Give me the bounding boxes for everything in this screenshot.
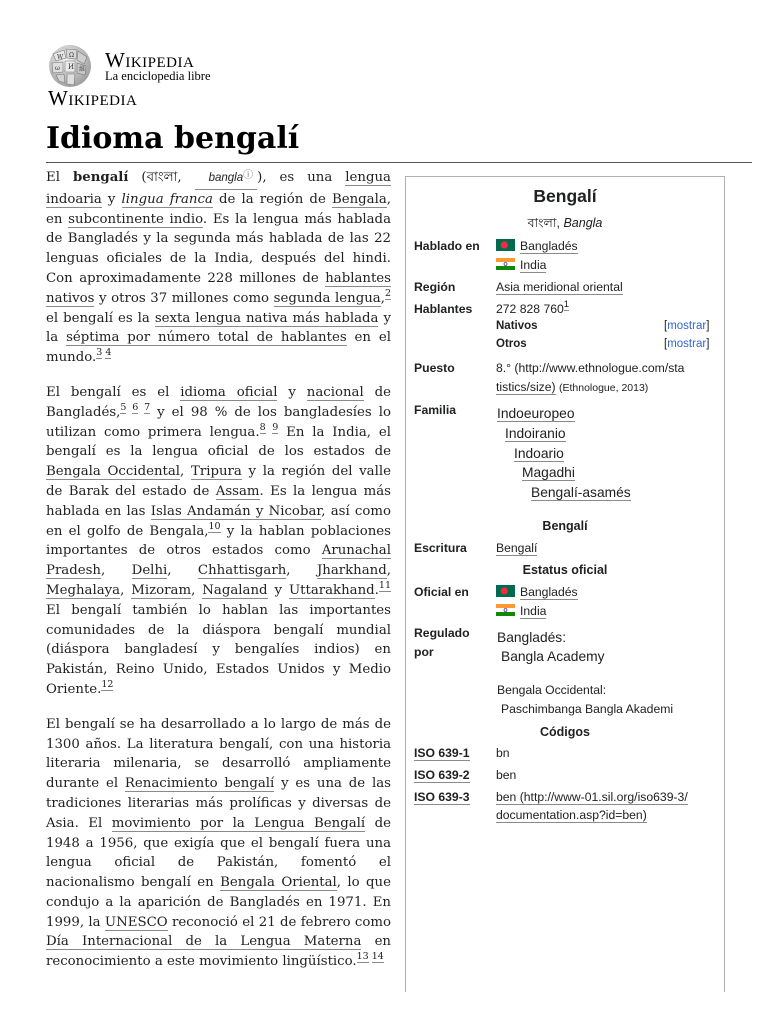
article-body — [46, 166, 391, 987]
bangladesh-flag-icon — [496, 585, 515, 597]
link-nacional[interactable]: nacional — [306, 384, 364, 400]
footnote-9[interactable]: 9 — [272, 421, 279, 433]
paragraph-official — [46, 383, 391, 700]
link-bengala-oriental[interactable]: Bengala Oriental — [220, 875, 337, 891]
native-latin: Bangla — [563, 216, 603, 230]
familia-indoario[interactable]: Indoario — [514, 446, 564, 461]
regulado-bengala-body[interactable]: Paschimbanga Bangla Akademi — [501, 702, 674, 716]
footnote-13[interactable]: 13 — [356, 951, 369, 963]
label-regulado: Regulado — [414, 626, 470, 640]
link-uttarakhand[interactable]: Uttarakhand — [288, 582, 375, 598]
text: y — [101, 191, 122, 207]
pronunciation-text: bangla — [208, 172, 244, 184]
text: , — [191, 582, 203, 598]
text: . Es la lengua más hablada de Bangladés y la segunda más hablada de las 22 lenguas oficiales de la India, después del hindi. Con aproximadamente 228 millones de — [46, 211, 391, 286]
puesto-line-1[interactable]: 8.° (http://www.ethnologue.com/sta — [496, 361, 685, 375]
text: y — [277, 384, 307, 400]
text: , — [101, 563, 132, 579]
text: . — [374, 582, 379, 598]
text: y la — [46, 310, 391, 346]
bangladesh-flag-icon — [496, 239, 515, 251]
footnote-12[interactable]: 12 — [101, 678, 114, 690]
text: El — [46, 170, 73, 185]
wikipedia-logo[interactable] — [44, 42, 344, 108]
link-mizoram[interactable]: Mizoram — [131, 582, 192, 598]
label-hablado-en: Hablado en — [414, 239, 480, 253]
link-bangladesh[interactable]: Bangladés — [520, 585, 578, 599]
hablantes-value — [496, 299, 570, 316]
link-idioma-oficial[interactable]: idioma oficial — [180, 384, 278, 400]
link-assam[interactable]: Assam — [215, 483, 260, 499]
text: y es una de las tradiciones literarias más prolíficas y diversas de Asia. El — [46, 776, 391, 831]
link-segunda-lengua[interactable]: segunda lengua — [273, 290, 381, 306]
footnote-14[interactable]: 14 — [371, 951, 384, 963]
label-iso-639-1[interactable] — [414, 746, 470, 760]
oficial-india[interactable] — [496, 604, 546, 618]
text: y — [267, 582, 289, 598]
footnote-7[interactable]: 7 — [144, 401, 151, 413]
familia-indoiranio[interactable]: Indoiranio — [505, 426, 566, 441]
link-india[interactable]: India — [520, 604, 547, 618]
text: El bengalí se ha desarrollado a lo largo de más de 1300 años. La literatura bengalí, con una historia literaria milenaria, se desarrolló ampliamente durante el — [46, 716, 391, 792]
text: reconoció el 21 de febrero como — [167, 914, 391, 930]
link-chhattisgarh[interactable]: Chhattisgarh — [197, 563, 287, 579]
infobox-native-name — [406, 215, 724, 235]
text: , — [120, 582, 132, 598]
text: , — [380, 290, 385, 306]
infobox-title: Bengalí — [533, 186, 597, 206]
link-sexta-lengua[interactable]: sexta lengua nativa más hablada — [154, 310, 379, 326]
link-tripura[interactable]: Tripura — [190, 464, 242, 480]
term-bengali: bengalí — [72, 170, 129, 185]
native-name: বাংলা — [146, 170, 178, 185]
link-septima-lengua[interactable]: séptima por número total de hablantes — [66, 330, 347, 346]
text: , así como en el golfo de Bengala, — [46, 503, 391, 539]
link-iso-639-2[interactable]: ISO 639-2 — [414, 768, 470, 782]
label-familia: Familia — [414, 403, 456, 417]
iso-639-2-value: ben — [496, 768, 517, 782]
wikipedia-wordmark: Wikipedia — [105, 48, 195, 72]
label-iso-639-2[interactable] — [414, 768, 470, 782]
india-flag-icon — [496, 604, 515, 616]
link-renacimiento-bengali[interactable]: Renacimiento bengalí — [124, 776, 275, 792]
label-region: Región — [414, 280, 456, 294]
text: , — [167, 563, 198, 579]
wikipedia-globe-icon — [44, 44, 96, 88]
svg-text:И: И — [68, 63, 75, 71]
link-bengala[interactable]: Bengala — [331, 191, 387, 207]
language-infobox — [405, 176, 725, 992]
link-bengala-occidental[interactable]: Bengala Occidental — [46, 464, 181, 480]
svg-text:ω: ω — [55, 65, 60, 72]
text: y la hablan poblaciones importantes de otros estados como — [46, 523, 391, 559]
text: . Es la lengua más hablada en las — [46, 483, 391, 519]
section-codigos-header: Códigos — [540, 725, 590, 739]
link-nagaland[interactable]: Nagaland — [202, 582, 268, 598]
native-script: বাংলা — [527, 216, 557, 230]
link-dia-lengua-materna[interactable]: Día Internacional de la Lengua Materna — [46, 934, 362, 950]
section-bengali-header: Bengalí — [542, 519, 588, 533]
familia-bengali-asames[interactable]: Bengalí-asamés — [531, 485, 631, 500]
regulado-bangladesh-country: Bangladés: — [497, 630, 567, 645]
bracket-close: ] — [706, 338, 710, 350]
label-hablantes: Hablantes — [414, 302, 473, 316]
regulado-bengala-region: Bengala Occidental: — [497, 683, 607, 697]
text: en el mundo. — [46, 330, 391, 366]
label-nativos: Nativos — [496, 320, 538, 332]
puesto-link[interactable]: tistics/size) — [496, 380, 556, 394]
hablado-bangladesh[interactable] — [496, 239, 578, 253]
paragraph-history — [46, 715, 391, 972]
iso-639-3-line-1[interactable]: ben (http://www-01.sil.org/iso639-3/ — [496, 790, 688, 804]
label-regulado-por: por — [414, 645, 434, 659]
paragraph-intro — [46, 166, 391, 368]
svg-text:維: 維 — [79, 66, 86, 73]
footnote-2[interactable]: 2 — [384, 287, 391, 299]
puesto-line-2 — [496, 380, 648, 394]
iso-639-3-line-2[interactable]: documentation.asp?id=ben) — [496, 808, 647, 822]
link-arunachal-pradesh[interactable]: Arunachal Pradesh — [46, 543, 391, 579]
link-movimiento-lengua-bengali[interactable]: movimiento por la Lengua Bengalí — [111, 815, 366, 831]
page-title: Idioma bengalí — [46, 121, 300, 156]
label-oficial-en: Oficial en — [414, 585, 469, 599]
section-estatus-header: Estatus oficial — [522, 563, 608, 577]
puesto-source: (Ethnologue, 2013) — [558, 382, 649, 394]
text: y otros 37 millones como — [94, 290, 274, 306]
india-flag-icon — [496, 258, 515, 270]
text: , — [177, 170, 195, 185]
footnote-3[interactable]: 3 — [96, 347, 103, 359]
info-icon[interactable]: ⓘ — [243, 170, 254, 181]
link-region[interactable]: Asia meridional oriental — [496, 280, 623, 294]
show-otros-link[interactable]: mostrar — [667, 338, 707, 350]
link-unesco[interactable]: UNESCO — [104, 914, 168, 930]
label-escritura: Escritura — [414, 541, 467, 555]
svg-text:W: W — [57, 54, 64, 61]
bracket-open: [ — [664, 338, 668, 350]
link-lengua-indoaria[interactable]: lengua indoaria — [46, 170, 391, 207]
text: de Bangladés, — [46, 384, 392, 420]
link-india[interactable]: India — [520, 258, 547, 272]
pronunciation-audio[interactable] — [195, 166, 258, 190]
link-hablantes-nativos[interactable]: hablantes nativos — [46, 270, 391, 306]
text: y el 98 % de los bangladesíes lo utilizan como primera lengua. — [46, 404, 391, 440]
text: de la región de — [212, 191, 332, 207]
text: , lo que condujo a la aparición de Bangladés en 1971. En 1999, la — [46, 875, 391, 930]
link-meghalaya[interactable]: Meghalaya — [46, 582, 121, 598]
text: , — [180, 464, 191, 480]
text: y la región del valle de Barak del estado de — [46, 464, 391, 499]
show-nativos-link[interactable]: mostrar — [667, 320, 707, 332]
show-nativos-toggle[interactable] — [664, 320, 709, 332]
footnote-10[interactable]: 10 — [208, 520, 221, 532]
text: , — [386, 563, 391, 579]
bracket-close: ] — [706, 320, 710, 332]
text: el bengalí es la — [46, 310, 155, 326]
label-puesto: Puesto — [414, 361, 455, 375]
label-iso-639-3[interactable] — [414, 790, 470, 804]
title-divider — [46, 162, 752, 163]
link-lingua-franca[interactable]: lingua franca — [121, 191, 213, 207]
text: El bengalí es el — [46, 384, 181, 400]
label-otros: Otros — [496, 338, 527, 350]
link-iso-639-1[interactable]: ISO 639-1 — [414, 746, 470, 760]
footnote-hablantes[interactable]: 1 — [563, 299, 570, 310]
footnote-8[interactable]: 8 — [259, 421, 266, 433]
wikipedia-wordmark-secondary: Wikipedia — [48, 86, 138, 110]
footnote-6[interactable]: 6 — [132, 401, 139, 413]
oficial-bangladesh[interactable] — [496, 585, 578, 599]
show-otros-toggle[interactable] — [664, 338, 709, 350]
link-delhi[interactable]: Delhi — [131, 563, 168, 579]
link-escritura[interactable]: Bengalí — [496, 541, 538, 555]
text: , — [286, 563, 317, 579]
text: En la India, el bengalí es la lengua oficial de los estados de — [46, 424, 391, 460]
text: El bengalí también lo hablan las importantes comunidades de la diáspora bengalí mundial (diáspora bangladesí y bengalíes indios) en Pakistán, Reino Unido, Estados Unidos y Medio Oriente. — [46, 602, 391, 697]
svg-text:Ω: Ω — [69, 52, 74, 59]
text: ( — [128, 170, 147, 185]
link-iso-639-3[interactable]: ISO 639-3 — [414, 790, 470, 804]
footnote-4[interactable]: 4 — [105, 347, 112, 359]
familia-indoeuropeo[interactable]: Indoeuropeo — [497, 406, 575, 421]
iso-639-1-value: bn — [496, 746, 510, 760]
link-subcontinente-indio[interactable]: subcontinente indio — [68, 211, 203, 227]
hablado-india[interactable] — [496, 258, 546, 272]
bracket-open: [ — [664, 320, 668, 332]
wikipedia-tagline: La enciclopedia libre — [105, 69, 211, 83]
native-separator: , — [556, 216, 564, 230]
text: ), es una — [257, 170, 346, 185]
regulado-bangladesh-body[interactable]: Bangla Academy — [501, 649, 605, 664]
text: , en — [46, 191, 391, 227]
text: de 1948 a 1956, que exigía que el bengalí fuera una lengua oficial de Pakistán, fomentó el nacionalismo bengalí en — [46, 815, 391, 891]
link-bangladesh[interactable]: Bangladés — [520, 239, 578, 253]
footnote-5[interactable]: 5 — [120, 401, 127, 413]
link-islas-andaman[interactable]: Islas Andamán y Nicobar — [150, 503, 322, 519]
footnote-11[interactable]: 11 — [378, 579, 391, 591]
text: en reconocimiento a este movimiento lingüístico. — [46, 934, 391, 970]
link-jharkhand[interactable]: Jharkhand — [316, 563, 387, 579]
familia-magadhi[interactable]: Magadhi — [522, 465, 575, 480]
hablantes-number: 272 828 760 — [496, 302, 564, 316]
